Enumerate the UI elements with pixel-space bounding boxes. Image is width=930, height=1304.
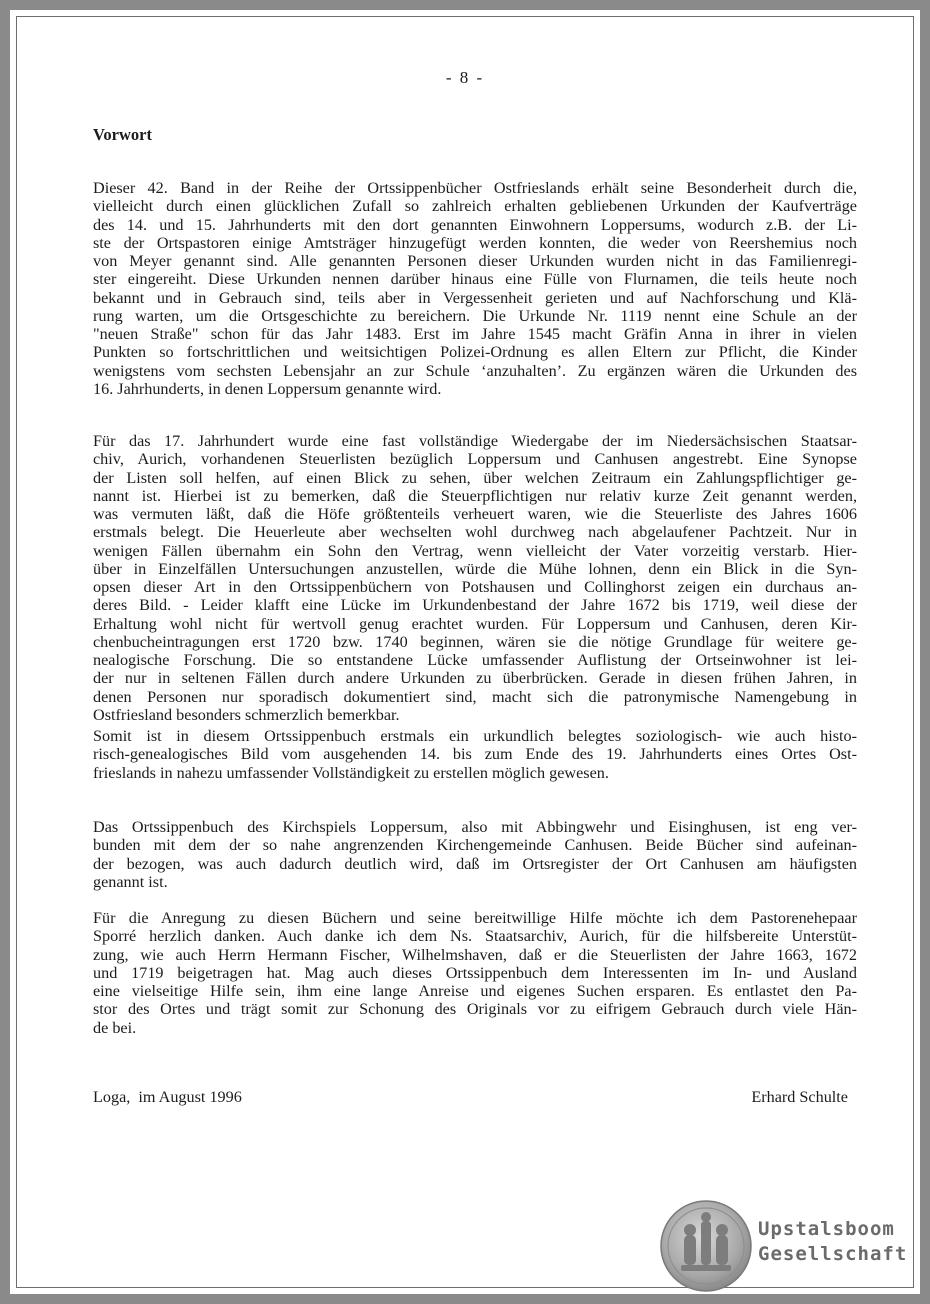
text-line: Erhaltung wohl nicht für wertvoll genug erachtet wurden. Für Loppersum und Canhusen, deren Kir- [93,614,857,633]
upstalsboom-seal-icon [659,1199,753,1293]
text-line: de bei. [93,1018,137,1037]
text-line: 16. Jahrhunderts, in denen Loppersum genannte wird. [93,379,442,398]
text-line: zung, wie auch Herrn Hermann Fischer, Wilhelmshaven, daß er die Steuerlisten der Jahre 1663, 1672 [93,945,857,964]
text-line: erstmals belegt. Die Heuerleute aber wechselten wohl durchweg nach abgelaufener Pachtzeit. Nur in [93,523,857,542]
text-line: Für das 17. Jahrhundert wurde eine fast vollständige Wiedergabe der im Niedersächsischen Staatsar- [93,432,857,450]
text-line: Für die Anregung zu diesen Büchern und seine bereitwillige Hilfe möchte ich dem Pastorenehepaar [93,909,857,927]
text-line: was vermuten läßt, daß die Höfe größtenteils verheuert waren, wie die Steuerliste des Jahres 1606 [93,505,857,523]
paragraph-5 [93,909,857,1037]
text-line: stor des Ortes und trägt somit zur Schonung des Originals vor zu eifrigem Gebrauch durch viele Hän- [93,1000,857,1019]
text-line: bekannt und in Gebrauch sind, teils aber in Vergessenheit gerieten und auf Nachforschung und Klä- [93,288,857,307]
text-line: nealogische Forschung. Die so entstandene Lücke umfassender Auflistung der Ortseinwohner ist lei- [93,651,857,669]
text-line: Das Ortssippenbuch des Kirchspiels Loppersum, also mit Abbingwehr und Eisinghusen, ist eng ver- [93,818,857,836]
text-line: deres Bild. - Leider klafft eine Lücke im Urkundenbestand der Jahre 1672 bis 1719, weil diese der [93,596,857,615]
text-line: über in Einzelfällen Untersuchungen anzustellen, würde die Mühe lohnen, denn ein Blick in die Syn- [93,559,857,578]
text-line: der bezogen, was auch dadurch deutlich wird, daß im Ortsregister der Ort Canhusen am häufigsten [93,854,857,873]
text-line: wenigstens vom sechsten Lebensjahr an zur Schule ‘anzuhalten’. Zu ergänzen wären die Urkunden des [93,361,857,380]
text-line: "neuen Straße" schon für das Jahr 1483. Erst im Jahre 1545 macht Gräfin Anna in ihrer in vielen [93,325,857,343]
author-signature: Erhard Schulte [751,1088,848,1106]
text-line: chiv, Aurich, vorhandenen Steuerlisten bezüglich Loppersum und Canhusen angestrebt. Eine Synopse [93,450,857,469]
text-line: ster eingereiht. Diese Urkunden nennen darüber hinaus eine Fülle von Flurnamen, die teils heute noch [93,270,857,289]
text-line: opsen dieser Art in den Ortssippenbüchern von Potshausen und Collinghorst zeigen ein durchaus an- [93,578,857,596]
paragraph-3 [93,727,857,782]
text-line: frieslands in nahezu umfassender Vollständigkeit zu erstellen möglich gewesen. [93,763,609,782]
text-line: chenbucheintragungen erst 1720 bzw. 1740 beginnen, wären sie die nötige Grundlage für weitere ge- [93,632,857,651]
text-line: des 14. und 15. Jahrhunderts mit den dort genannten Einwohnern Loppersums, wodurch z.B. der Li- [93,215,857,234]
page-number: - 8 - [445,68,485,87]
text-line: Sporré herzlich danken. Auch danke ich dem Ns. Staatsarchiv, Aurich, für die hilfsbereite Unterstüt- [93,927,857,946]
text-line: genannt ist. [93,872,168,891]
text-line: denen Personen nur sporadisch dokumentiert sind, macht sich die patronymische Namengebung in [93,687,857,706]
text-line: der Listen soll helfen, auf einen Blick zu sehen, über welchen Zeitraum ein Zahlungspflichtiger ge- [93,468,857,487]
text-line: Ostfriesland besonders schmerzlich bemerkbar. [93,705,400,724]
section-heading: Vorwort [93,125,152,144]
seal-caption-line1: Upstalsboom [758,1218,895,1240]
paragraph-2 [93,432,857,724]
text-line: rung warten, um die Ortsgeschichte zu bereichern. Die Urkunde Nr. 1119 nennt eine Schule an der [93,306,857,325]
text-line: Punkten so fortschrittlichen und weitsichtigen Polizei-Ordnung es allen Eltern zur Pflicht, die Kinder [93,343,857,362]
text-line: eine vielseitige Hilfe sein, ihm eine lange Anreise und eigenes Suchen ersparen. Es entlastet den Pa- [93,982,857,1000]
text-line: Somit ist in diesem Ortssippenbuch erstmals ein urkundlich belegtes soziologisch- wie auch histo- [93,727,857,745]
text-line: von Meyer genannt sind. Alle genannten Personen dieser Urkunden wurden nicht in das Familienregi- [93,252,857,270]
text-line: der nur in seltenen Fällen durch andere Urkunden zu überbrücken. Gerade in diesen frühen Jahren, in [93,669,857,688]
text-line: vielleicht durch einen glücklichen Zufall so zahlreich erhalten gebliebenen Urkunden der Kaufverträge [93,197,857,216]
text-line: bunden mit dem der so nahe angrenzenden Kirchengemeinde Canhusen. Beide Bücher sind aufeinan- [93,836,857,855]
text-line: und 1719 beigetragen hat. Mag auch dieses Ortssippenbuch dem Interessenten im In- und Ausland [93,963,857,982]
place-date: Loga, im August 1996 [93,1088,242,1106]
text-line: Dieser 42. Band in der Reihe der Ortssippenbücher Ostfrieslands erhält seine Besonderheit durch die, [93,179,857,197]
text-line: ste der Ortspastoren einige Amtsträger hinzugefügt werden konnten, die weder von Reershemius noch [93,233,857,252]
text-line: risch-genealogisches Bild vom ausgehenden 14. bis zum Ende des 19. Jahrhunderts eines Ortes Ost- [93,745,857,764]
paragraph-4 [93,818,857,891]
seal-caption-line2: Gesellschaft [758,1243,908,1265]
text-line: nannt ist. Hierbei ist zu bemerken, daß die Steuerpflichtigen nur relativ kurze Zeit genannt werden, [93,486,857,505]
paragraph-1 [93,179,857,398]
text-line: wenigen Fällen übernahm ein Sohn den Vertrag, wenn vielleicht der Vater vorzeitig verstarb. Hier- [93,541,857,560]
